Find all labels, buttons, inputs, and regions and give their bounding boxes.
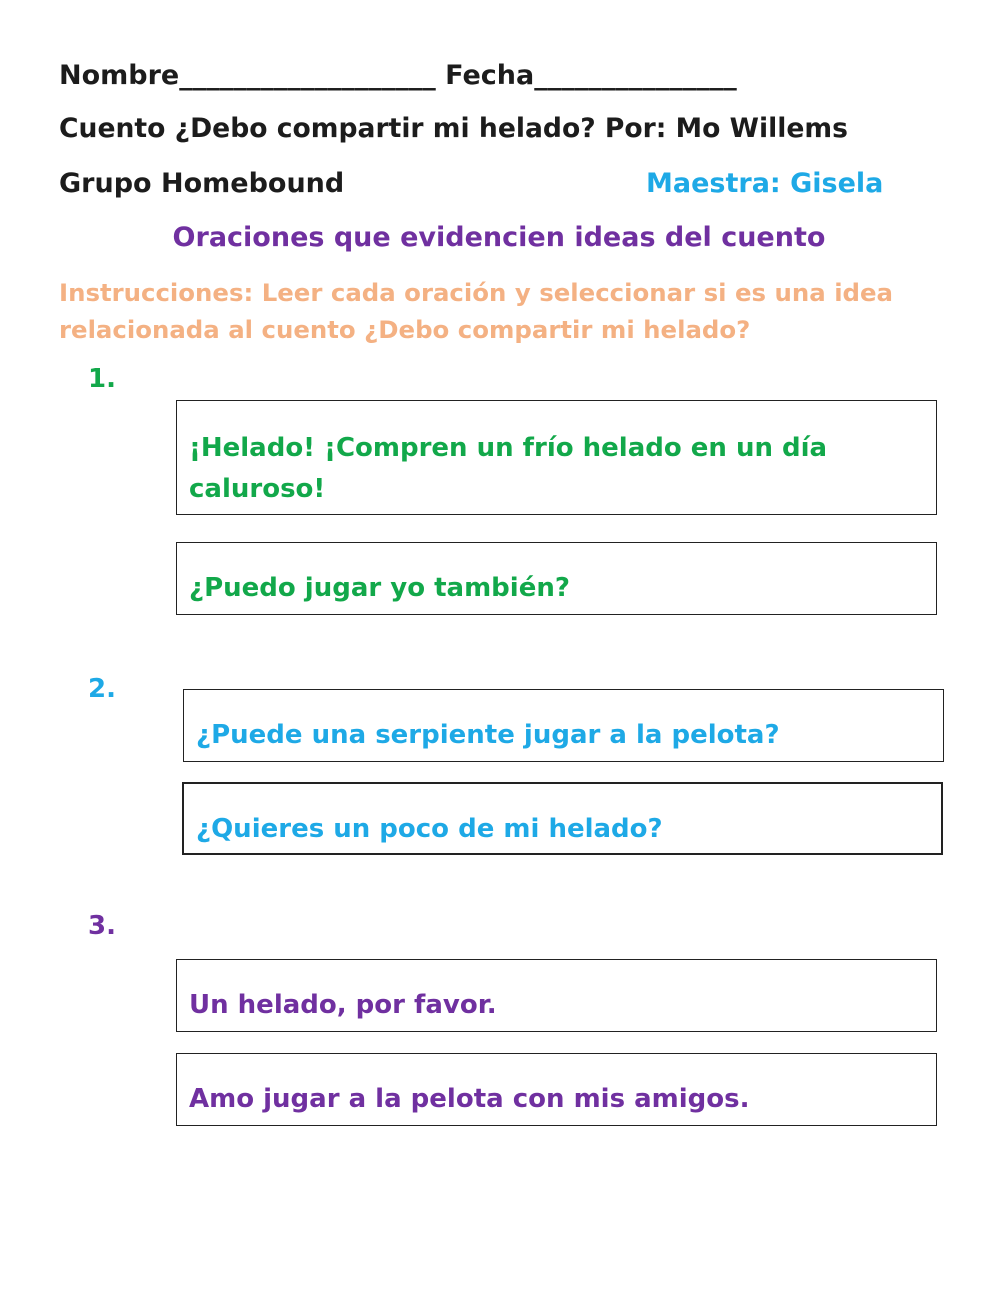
option-label: ¿Puede una serpiente jugar a la pelota? xyxy=(196,720,780,750)
question-3-option-2[interactable] xyxy=(176,1053,937,1126)
question-1-number: 1. xyxy=(88,364,116,394)
question-2-number: 2. xyxy=(88,674,116,704)
option-label: ¿Quieres un poco de mi helado? xyxy=(196,814,663,844)
question-1-option-1[interactable] xyxy=(176,400,937,515)
group-label: Grupo Homebound xyxy=(59,168,345,199)
question-3-number: 3. xyxy=(88,911,116,941)
question-1-option-2[interactable] xyxy=(176,542,937,615)
story-title-line: Cuento ¿Debo compartir mi helado? Por: Mo Willems xyxy=(59,113,848,144)
worksheet-heading: Oraciones que evidencien ideas del cuento xyxy=(172,222,826,253)
name-date-line: Nombre___________________ Fecha_______________ xyxy=(59,60,737,91)
option-label: Un helado, por favor. xyxy=(189,990,497,1020)
instructions-text: Instrucciones: Leer cada oración y seleccionar si es una idea relacionada al cuento ¿Debo compartir mi helado? xyxy=(59,278,894,344)
question-2-option-1[interactable] xyxy=(183,689,944,762)
question-2-option-2[interactable] xyxy=(182,782,943,855)
option-label: Amo jugar a la pelota con mis amigos. xyxy=(189,1084,750,1114)
question-3-option-1[interactable] xyxy=(176,959,937,1032)
teacher-label: Maestra: Gisela xyxy=(646,168,884,199)
option-label: ¿Puedo jugar yo también? xyxy=(189,573,570,603)
option-label: ¡Helado! ¡Compren un frío helado en un día caluroso! xyxy=(189,433,828,504)
